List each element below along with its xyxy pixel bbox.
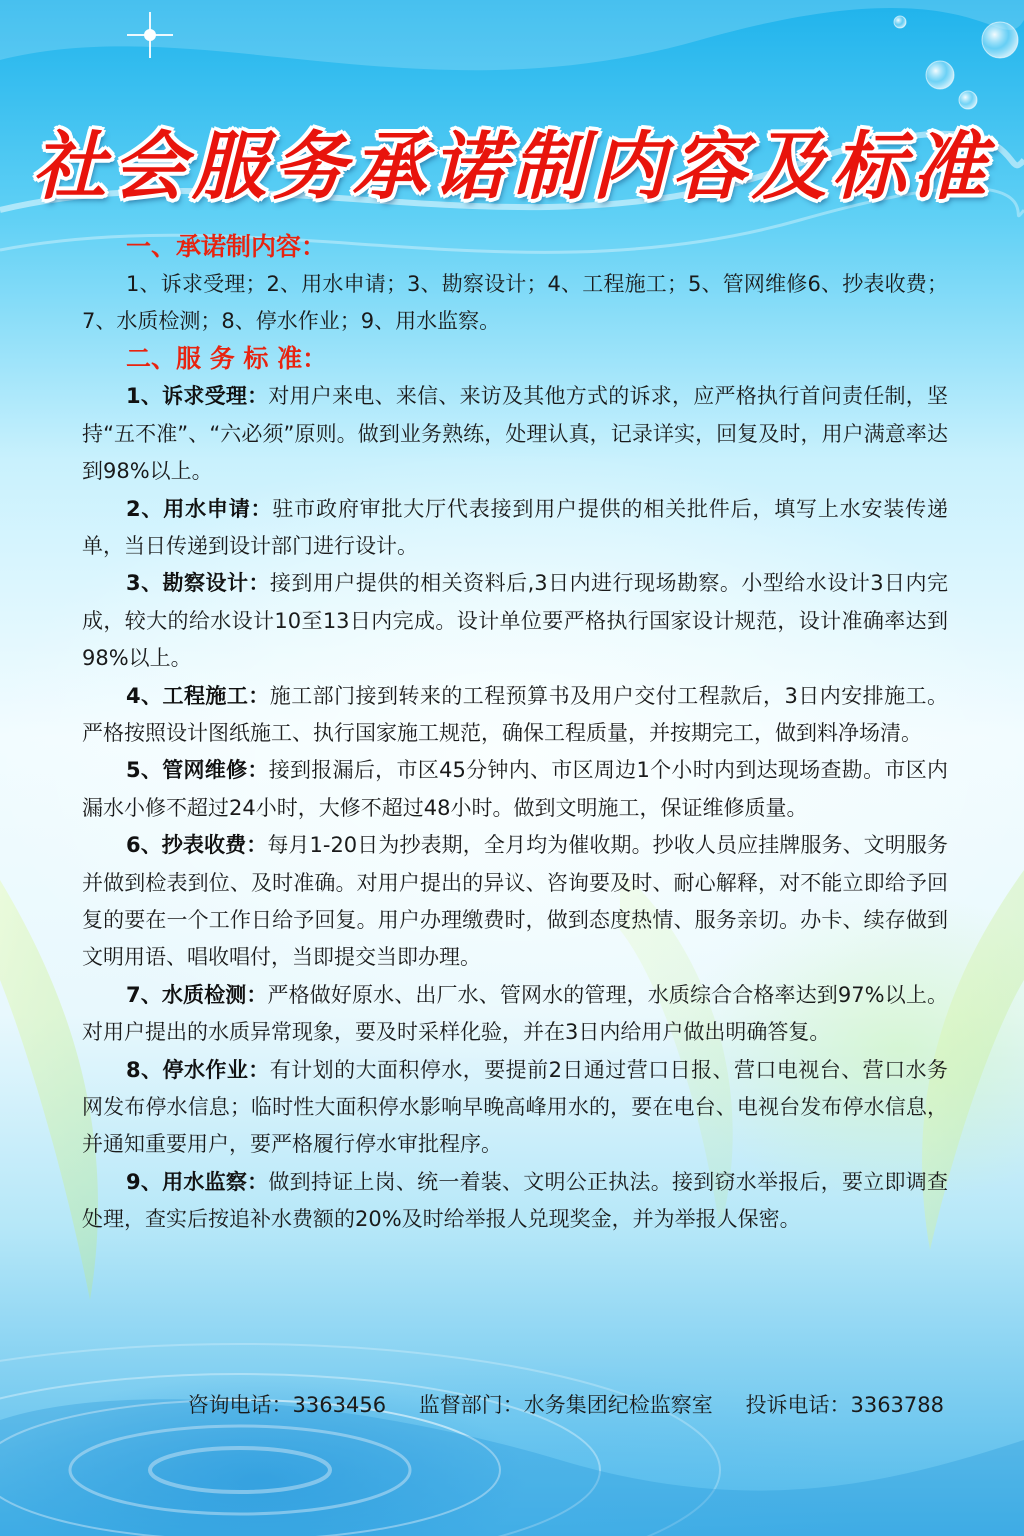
standard-item-label: 2、用水申请： xyxy=(126,496,273,521)
standard-item xyxy=(82,1164,948,1238)
section-heading-commitment: 一、承诺制内容： xyxy=(126,232,327,261)
standard-item xyxy=(82,1052,948,1164)
commitment-list: 1、诉求受理；2、用水申请；3、勘察设计；4、工程施工；5、管网维修6、抄表收费；7、水质检测；8、停水作业；9、用水监察。 xyxy=(82,272,948,334)
standard-item-text: 施工部门接到转来的工程预算书及用户交付工程款后，3日内安排施工。严格按照设计图纸施工、执行国家施工规范，确保工程质量，并按期完工，做到料净场清。 xyxy=(82,683,948,745)
standard-item-text: 每月1-20日为抄表期，全月均为催收期。抄收人员应挂牌服务、文明服务并做到检表到位、及时准确。对用户提出的异议、咨询要及时、耐心解释，对不能立即给予回复的要在一个工作日给予回复。用户办理缴费时，做到态度热情、服务亲切。办卡、续存做到文明用语、唱收唱付，当即提交当即办理。 xyxy=(82,833,948,969)
page-title: 社会服务承诺制内容及标准 xyxy=(32,124,992,210)
standard-item-text: 严格做好原水、出厂水、管网水的管理，水质综合合格率达到97%以上。对用户提出的水质异常现象，要及时采样化验，并在3日内给用户做出明确答复。 xyxy=(82,982,948,1044)
standard-item-label: 5、管网维修： xyxy=(126,758,269,783)
standard-item-text: 对用户来电、来信、来访及其他方式的诉求，应严格执行首问责任制，坚持“五不准”、“六必须”原则。做到业务熟练，处理认真，记录详实，回复及时，用户满意率达到98%以上。 xyxy=(82,384,948,483)
section-heading-standards: 二、服 务 标 准： xyxy=(126,344,328,374)
standard-item xyxy=(82,565,948,677)
standard-item xyxy=(82,752,948,826)
complaint-phone: 投诉电话：3363788 xyxy=(745,1393,944,1417)
poster-content xyxy=(82,228,948,1239)
standard-item-label: 9、用水监察： xyxy=(126,1169,269,1194)
standard-item-text: 有计划的大面积停水，要提前2日通过营口日报、营口电视台、营口水务网发布停水信息；临时性大面积停水影响早晚高峰用水的，要在电台、电视台发布停水信息，并通知重要用户，要严格履行停水审批程序。 xyxy=(82,1057,948,1156)
standard-item-text: 驻市政府审批大厅代表接到用户提供的相关批件后，填写上水安装传递单，当日传递到设计部门进行设计。 xyxy=(82,496,948,558)
standard-item-label: 8、停水作业： xyxy=(126,1057,270,1082)
standard-item-label: 6、抄表收费： xyxy=(126,833,268,858)
standard-item-label: 4、工程施工： xyxy=(126,683,270,708)
standard-item-text: 做到持证上岗、统一着装、文明公正执法。接到窃水举报后，要立即调查处理，查实后按追补水费额的20%及时给举报人兑现奖金，并为举报人保密。 xyxy=(82,1169,948,1231)
standard-item-text: 接到报漏后，市区45分钟内、市区周边1个小时内到达现场查勘。市区内漏水小修不超过24小时，大修不超过48小时。做到文明施工，保证维修质量。 xyxy=(82,758,948,820)
standard-item-label: 7、水质检测： xyxy=(126,982,268,1007)
standard-item-label: 3、勘察设计： xyxy=(126,571,270,596)
standard-item-text: 接到用户提供的相关资料后,3日内进行现场勘察。小型给水设计3日内完成，较大的给水设计10至13日内完成。设计单位要严格执行国家设计规范，设计准确率达到98%以上。 xyxy=(82,571,948,670)
standard-item xyxy=(82,827,948,976)
standard-item xyxy=(82,678,948,752)
standard-item-label: 1、诉求受理： xyxy=(126,384,269,409)
contact-footer xyxy=(82,1389,944,1419)
standard-item xyxy=(82,491,948,565)
standard-item xyxy=(82,378,948,490)
standard-item xyxy=(82,977,948,1051)
consult-phone: 咨询电话：3363456 xyxy=(187,1393,387,1417)
supervision-dept: 监督部门：水务集团纪检监察室 xyxy=(418,1393,713,1417)
